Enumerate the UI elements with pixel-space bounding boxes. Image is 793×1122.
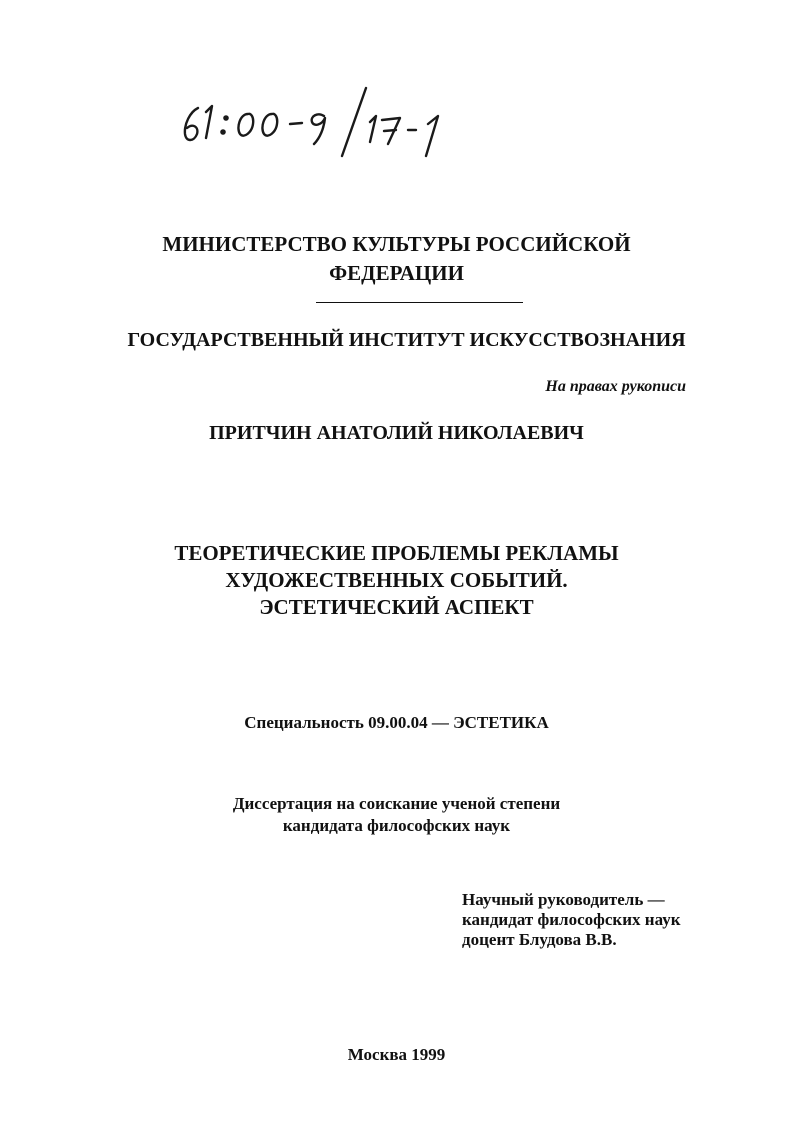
degree-line-1: Диссертация на соискание ученой степени [232,794,561,813]
divider-rule [316,302,523,303]
scientific-advisor [462,890,681,950]
handwritten-catalog-number [170,82,490,162]
degree-line-2: кандидата философских наук [282,816,511,835]
institute-name: ГОСУДАРСТВЕННЫЙ ИНСТИТУТ ИСКУССТВОЗНАНИЯ [127,329,686,351]
city-year-text: Москва 1999 [347,1045,446,1064]
advisor-line-3: доцент Блудова В.В. [462,930,617,949]
institute-heading [10,326,793,354]
ministry-heading [0,230,793,288]
title-line-3: ЭСТЕТИЧЕСКИЙ АСПЕКТ [259,595,534,619]
specialty [0,711,793,735]
author-name [0,419,793,447]
ministry-line-2: ФЕДЕРАЦИИ [329,261,464,285]
ministry-line-1: МИНИСТЕРСТВО КУЛЬТУРЫ РОССИЙСКОЙ [162,232,631,256]
advisor-line-1: Научный руководитель — [462,890,665,909]
manuscript-rights-note: На правах рукописи [545,378,686,395]
author-name-text: ПРИТЧИН АНАТОЛИЙ НИКОЛАЕВИЧ [209,422,584,444]
advisor-line-2: кандидат философских наук [462,910,681,929]
degree-statement [0,793,793,837]
dissertation-title [0,540,793,621]
title-line-2: ХУДОЖЕСТВЕННЫХ СОБЫТИЙ. [225,568,568,592]
city-year [0,1043,793,1067]
title-line-1: ТЕОРЕТИЧЕСКИЕ ПРОБЛЕМЫ РЕКЛАМЫ [174,541,619,565]
handwritten-number-drawing [170,82,490,162]
specialty-text: Специальность 09.00.04 — ЭСТЕТИКА [244,713,549,732]
